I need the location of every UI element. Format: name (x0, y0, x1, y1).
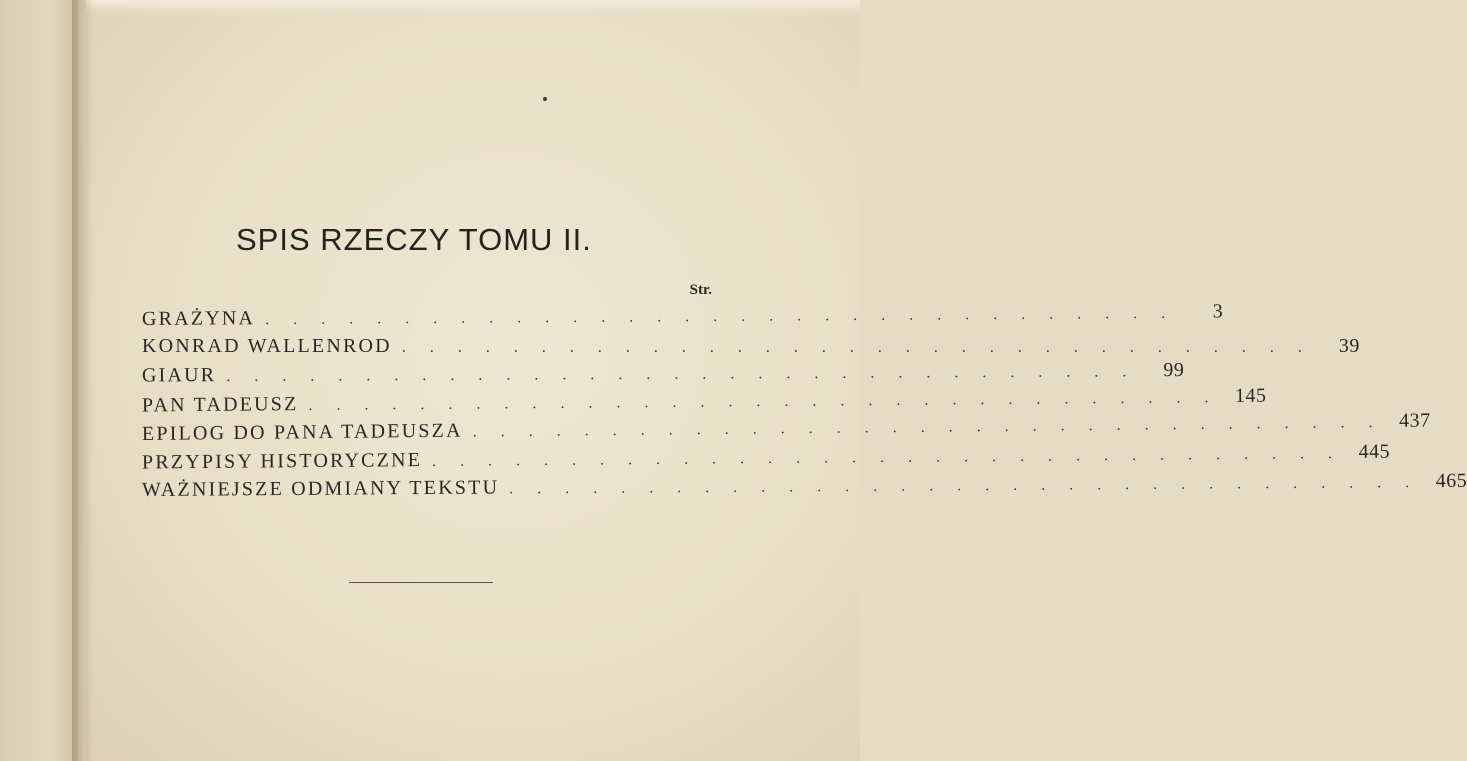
toc-entry-title: PAN TADEUSZ (141, 392, 299, 416)
toc-entry (141, 359, 1185, 393)
toc-entry-page: 39 (1338, 334, 1360, 357)
toc-entry-title: KONRAD WALLENROD (142, 334, 392, 357)
end-rule (349, 582, 493, 583)
toc-entry-title: EPILOG DO PANA TADEUSZA (141, 419, 463, 445)
toc-entry-title: WAŻNIEJSZE ODMIANY TEKSTU (141, 476, 500, 501)
dot-leader: . . . . . . . . . . . . . . . . . . . . . . . . . . . . . . . . . (308, 388, 1219, 414)
toc-entry-title: GRAŻYNA (141, 307, 256, 330)
dot-leader: . . . . . . . . . . . . . . . . . . . . . . . . . . . . . . . . . (509, 474, 1420, 498)
toc-entry-title: GIAUR (141, 364, 217, 387)
page-top-edge (86, 0, 860, 14)
toc-entry-page: 145 (1234, 384, 1267, 407)
previous-page-edge (0, 0, 78, 761)
dot-leader: . . . . . . . . . . . . . . . . . . . . . . . . . . . . . . . . . (401, 338, 1312, 356)
pages-column-header: Str. (689, 282, 712, 298)
dot-leader: . . . . . . . . . . . . . . . . . . . . . . . . . . . . . . . . . (432, 444, 1343, 470)
toc-entry-page: 3 (1212, 300, 1224, 323)
dot-leader: . . . . . . . . . . . . . . . . . . . . . . . . . . . . . . . . . (265, 304, 1176, 329)
ink-speck (543, 97, 547, 101)
toc-entry-page: 445 (1358, 440, 1391, 463)
toc-entry-title: PRZYPISY HISTORYCZNE (141, 448, 423, 473)
table-of-contents (141, 300, 1467, 506)
toc-entry (141, 440, 1391, 479)
toc-entry-page: 437 (1399, 409, 1431, 432)
toc-entry (141, 300, 1224, 336)
dot-leader: . . . . . . . . . . . . . . . . . . . . . . . . . . . . . . . . . (472, 414, 1383, 441)
toc-entry (141, 469, 1467, 507)
gutter-shadow (72, 0, 94, 761)
page-title: SPIS RZECZY TOMU II. (236, 222, 592, 257)
toc-entry (142, 334, 1360, 364)
toc-entry-page: 465 (1435, 469, 1467, 492)
toc-entry-page: 99 (1163, 359, 1185, 382)
dot-leader: . . . . . . . . . . . . . . . . . . . . . . . . . . . . . . . . . (226, 363, 1137, 386)
